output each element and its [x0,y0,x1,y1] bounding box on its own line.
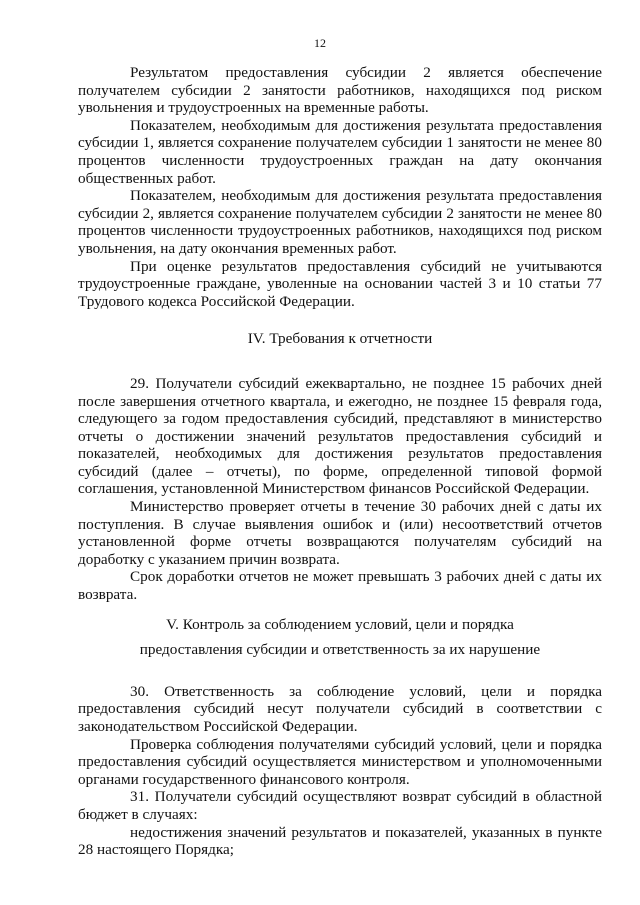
paragraph-29-reports: 29. Получатели субсидий ежеквартально, не позднее 15 рабочих дней после завершения отчетного квартала, и ежегодно, не позднее 15 февраля года, следующего за годом предоставления субсидий, представляют в министерство отчеты о достижении значений результатов предоставления субсидий и показателей, необходимых для достижения результатов предоставления субсидий (далее – отчеты), по форме, определенной типовой формой соглашения, установленной Министерством финансов Российской Федерации. [78,374,602,498]
section-heading-reporting: IV. Требования к отчетности [247,330,433,348]
paragraph-refund-case-1: недостижения значений результатов и показателей, указанных в пункте 28 настоящего Порядка; [78,823,602,859]
spacer [78,310,602,330]
page-number: 12 [314,36,326,50]
section-heading-control-line2: предоставления субсидии и ответственность за их нарушение [139,641,541,659]
paragraph-report-review: Министерство проверяет отчеты в течение 30 рабочих дней с даты их поступления. В случае выявления ошибок и (или) несоответствий отчетов установленной форме отчеты возвращаются получателям субсидий на доработку с указанием причин возврата. [78,498,602,568]
paragraph-30-responsibility: 30. Ответственность за соблюдение условий, цели и порядка предоставления субсидий несут получатели субсидий в соответствии с законодательством Российской Федерации. [78,682,602,735]
spacer [78,659,602,683]
paragraph-revision-deadline: Срок доработки отчетов не может превышать 3 рабочих дней с даты их возврата. [78,568,602,604]
paragraph-compliance-check: Проверка соблюдения получателями субсидий условий, цели и порядка предоставления субсидий осуществляется министерством и уполномоченными органами государственного финансового контроля. [78,735,602,788]
paragraph-subsidy-2-result: Результатом предоставления субсидии 2 является обеспечение получателем субсидии 2 занятости работников, находящихся под риском увольнения и трудоустроенных на временные работы. [78,64,602,117]
section-heading-control-line1: V. Контроль за соблюдением условий, цели и порядка [166,615,514,633]
spacer [78,604,602,616]
paragraph-subsidy-1-indicator: Показателем, необходимым для достижения результата предоставления субсидии 1, является сохранение получателем субсидии 1 занятости не менее 80 процентов численности трудоустроенных граждан на дату окончания общественных работ. [78,116,602,187]
paragraph-assessment-exclusions: При оценке результатов предоставления субсидий не учитываются трудоустроенные граждане, уволенные на основании частей 3 и 10 статьи 77 Трудового кодекса Российской Федерации. [78,257,602,310]
document-body [78,64,602,859]
spacer [78,348,602,375]
paragraph-subsidy-2-indicator: Показателем, необходимым для достижения результата предоставления субсидии 2, является сохранение получателем субсидии 2 занятости не менее 80 процентов численности трудоустроенных работников, находящихся под риском увольнения, на дату окончания временных работ. [78,187,602,257]
paragraph-31-refund: 31. Получатели субсидий осуществляют возврат субсидий в областной бюджет в случаях: [78,788,602,823]
